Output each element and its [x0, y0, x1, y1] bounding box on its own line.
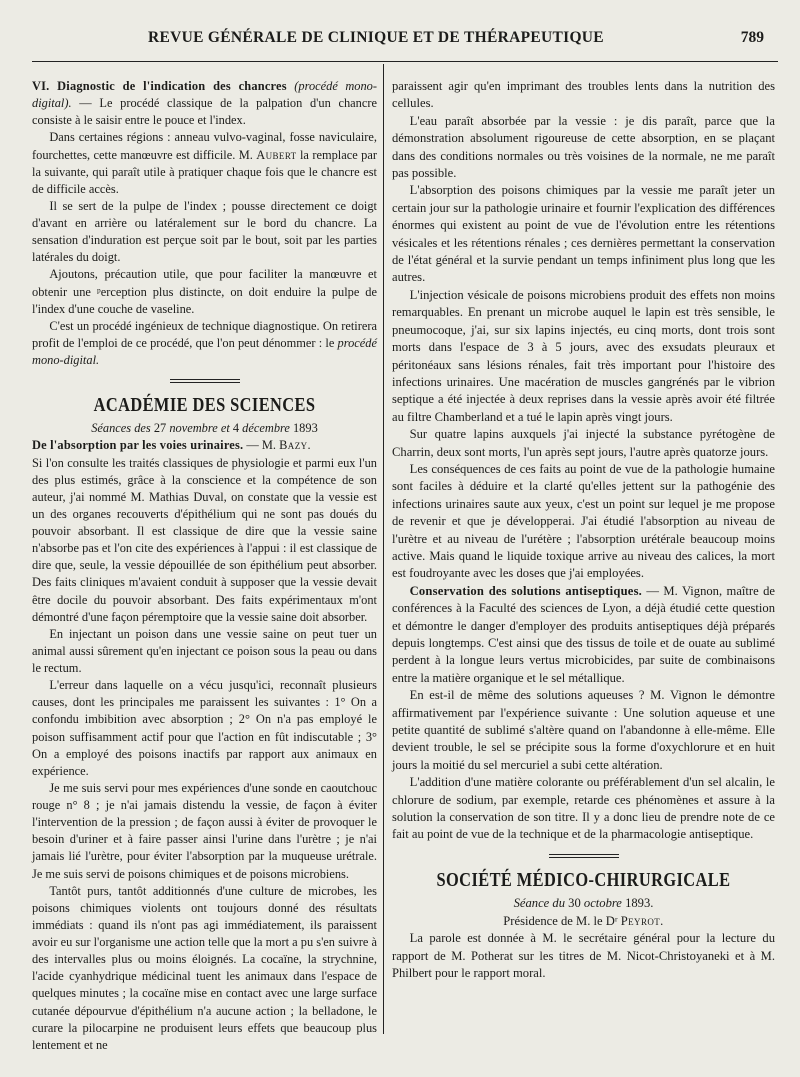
presidence-text: Présidence de M. le Dʳ: [503, 913, 621, 928]
paragraph: Il se sert de la pulpe de l'index ; pousse directement ce doigt d'avant en arrière ou latéralement sur le bord du chancre. La sensation d'induration est perçue soit par le bout, soit par les parties latérales du doigt.: [32, 198, 377, 265]
journal-title: REVUE GÉNÉRALE DE CLINIQUE ET DE THÉRAPEUTIQUE: [148, 29, 604, 46]
paragraph: L'erreur dans laquelle on a vécu jusqu'ici, reconnaît plusieurs causes, dont les principales me paraissent les suivantes : 1° On a confondu imbibition avec absorption ; 2° On n'a pas employé le poison suffisamment actif pour que l'action en fût indiscutable ; 3° On a employé des poisons inactifs par rapport aux animaux en expérience.: [32, 678, 377, 778]
paragraph: L'absorption des poisons chimiques par la vessie me paraît jeter un certain jour sur la pathologie urinaire et fournir l'explication des différences énormes qui existent au point de vue de l'évolution entre les rétentions vésicales et les rétentions rénales ; ces dernières permettant la conservation de l'état général et la survie pendant un temps infiniment plus long que les autres.: [392, 183, 775, 285]
paragraph-text: — Le procédé classique de la palpation d'un chancre consiste à le saisir entre le pouce et l'index.: [32, 96, 377, 128]
section-vi-paragraph: [32, 78, 377, 129]
paragraph-text: la remplace par la suivante, qui paraît utile à pratiquer chaque fois que le chancre est de difficile accès.: [32, 147, 377, 196]
date-text: 27: [153, 421, 167, 436]
paragraph: Sur quatre lapins auxquels j'ai injecté la substance pyrétogène de Charrin, deux sont morts, l'un après sept jours, l'autre après quatorze jours.: [392, 427, 775, 459]
paragraph: En injectant un poison dans une vessie saine on peut tuer un animal aussi sûrement qu'en injectant ce poison sous la peau ou dans le rectum.: [32, 626, 377, 675]
date-text: Séances des: [91, 421, 154, 436]
page-number: 789: [740, 29, 764, 46]
paragraph-text: C'est un procédé ingénieux de technique diagnostique. On retirera profit de l'emploi de ce procédé, que l'on peut dénommer : le: [32, 318, 377, 350]
author-name: Aubert: [256, 147, 297, 162]
paragraph-text: — M.: [243, 438, 280, 453]
paragraph: L'injection vésicale de poisons microbiens produit des effets non moins remarquables. En prenant un microbe auquel le lapin est très sensible, le pneumocoque, j'ai, sur six lapins injectés, eu cinq morts, dont trois sont morts dans l'espace de 3 à 5 jours, avec des exsudats pleuraux et péritonéaux sans lésions rénales, fait très important pour l'histoire des infections urinaires. Une macération de muscles gangrénés par le vibrion septique a été injectée à deux reprises dans la vessie après avoir été filtrée au filtre Chamberland et a tué le lapin après vingt jours.: [392, 287, 775, 424]
paragraph: Tantôt purs, tantôt additionnés d'une culture de microbes, les poisons chimiques violents ont toujours donné des résultats immédiats : quand ils n'ont pas agi immédiatement, ils paraissent avoir eu sur l'organisme une action telle que la mort a pu s'en suivre à des intervalles plus ou moins éloignés. La cocaïne, la strychnine, l'acide cyanhydrique médicinal tuent les animaux dans l'espace de quelques minutes ; la cocaïne mise en contact avec une large surface cutanée dépourvue d'épithélium n'a aucune action ; la belladone, le curare la pilocarpine ne produisent leurs effets que beaucoup plus lentement et ne: [32, 883, 377, 1052]
paragraph: L'eau paraît absorbée par la vessie : je dis paraît, parce que la démonstration absolument rigoureuse de cette absorption, en se plaçant dans des conditions normales ou très voisines de la normale, ne me paraît pas possible.: [392, 113, 775, 181]
paragraph-italic: procédé mono-digital.: [32, 335, 377, 367]
date-text: 1893.: [625, 896, 654, 911]
conservation-heading: Conservation des solutions antiseptiques.: [409, 583, 643, 598]
section-separator: [170, 379, 240, 383]
date-text: 4: [232, 421, 240, 436]
author-name: Bazy.: [279, 438, 311, 453]
column-divider: [383, 64, 384, 1034]
paragraph: [32, 318, 377, 369]
paragraph: [32, 129, 377, 198]
paragraph-text: Dans certaines régions : anneau vulvo-vaginal, fosse naviculaire, fourchettes, cette manœuvre est difficile. M.: [32, 130, 377, 162]
paragraph: Les conséquences de ces faits au point de vue de la pathologie humaine sont faciles à déduire et la clarté qu'elles jettent sur la pathogénie des infections urinaires saute aux yeux, c'est un point sur lequel je me propose de revenir et que je développerai. J'ai étudié l'absorption au niveau de l'urètre et au niveau de l'urétère ; l'absorption urétérale beaucoup moins active. Mais quand le liquide toxique arrive au niveau des calices, la mort est foudroyante avec les doses que j'ai employées.: [392, 461, 775, 581]
paragraph: Je me suis servi pour mes expériences d'une sonde en caoutchouc rouge n° 8 ; je n'ai jamais distendu la vessie, de façon à éviter l'intervention de la pression ; de façon aussi à éviter de provoquer le besoin d'uriner et à faire passer ainsi l'urine dans l'urètre ; je n'ai jamais lié l'urètre, pour éviter l'absorption par la muqueuse urétrale. Je me suis servi de poisons chimiques et de poisons microbiens.: [32, 780, 377, 881]
date-text: Séance du: [513, 896, 569, 911]
paragraph: En est-il de même des solutions aqueuses ? M. Vignon le démontre affirmativement par l'expérience suivante : Une solution aqueuse et une petite quantité de sublimé s'altère quand on l'abandonne à elle-même. Elle devient trouble, le sel se précipite sous la forme d'oxychlorure et en huit jours la moitié du sel mercuriel a subi cette altération.: [392, 688, 775, 772]
paragraph: Si l'on consulte les traités classiques de physiologie et parmi eux l'un des plus estimés, grâce à la conscience et la compétence de son auteur, j'ai nommé M. Mathias Duval, on constate que la vessie est un des organes recouverts d'épithélium qui ne sont pas doués du pouvoir absorbant. Il est classique de dire que la vessie saine n'absorbe pas et l'on cite des expériences à l'appui : il est classique de dire que, seule, la vessie dépouillée de son épithélium peut absorber. Des faits cliniques m'avaient conduit à supposer que la vessie devait être docile du pouvoir absorbant. Des faits expérimentaux m'ont démontré d'une façon péremptoire que la vessie saine doit absorber.: [32, 455, 377, 624]
conservation-paragraph: [392, 583, 775, 687]
paragraph: Ajoutons, précaution utile, que pour faciliter la manœuvre et obtenir une ᵖerception plus distincte, on doit enduire la pulpe de l'index d'une couche de vaseline.: [32, 267, 377, 316]
date-text: 1893: [292, 421, 318, 436]
section-vi-heading-italic: (procédé mono-digital).: [32, 79, 377, 111]
paragraph: La parole est donnée à M. le secrétaire général pour la lecture du rapport de M. Potherat sur les titres de M. Nicot-Christoyaneki et à M. Philbert pour le rapport moral.: [392, 931, 775, 980]
date-text: octobre: [580, 896, 626, 911]
president-name: Peyrot.: [620, 913, 664, 928]
paragraph-text: — M. Vignon, maître de conférences à la Faculté des sciences de Lyon, a déjà étudié cette question et démontre le danger d'employer des produits antiseptiques déjà préparés depuis longtemps. C'est ainsi que des tissus de toile et de ouate au sublimé perdent à la longue leurs vertus microbicides, par suite de combinaisons entre la matière organique et le sel métallique.: [392, 583, 775, 685]
societe-title: SOCIÉTÉ MÉDICO-CHIRURGICALE: [436, 868, 731, 891]
date-text: 30: [568, 896, 581, 911]
date-text: décembre: [239, 421, 293, 436]
absorption-paragraph: [32, 437, 377, 454]
seance-date: [392, 895, 775, 912]
section-vi-heading: VI. Diagnostic de l'indication des chancres: [32, 79, 287, 93]
left-column: [32, 78, 377, 1054]
academie-title: ACADÉMIE DES SCIENCES: [93, 394, 316, 417]
seances-date: [32, 420, 377, 437]
date-text: novembre et: [166, 421, 233, 436]
running-head: [0, 29, 800, 51]
presidence-line: [392, 913, 775, 930]
paragraph: paraissent agir qu'en imprimant des troubles lents dans la nutrition des cellules.: [392, 79, 775, 111]
header-rule: [32, 61, 778, 62]
paragraph: L'addition d'une matière colorante ou préférablement d'un sel alcalin, le chlorure de sodium, par exemple, retarde ces phénomènes et assure à la solution la conservation de son titre. Il y a donc lieu de prendre note de ce fait au point de vue de la technique et de la pharmacologie antiseptique.: [392, 775, 775, 842]
absorption-heading: De l'absorption par les voies urinaires.: [32, 438, 244, 453]
section-separator: [549, 854, 619, 858]
right-column: [392, 78, 775, 982]
